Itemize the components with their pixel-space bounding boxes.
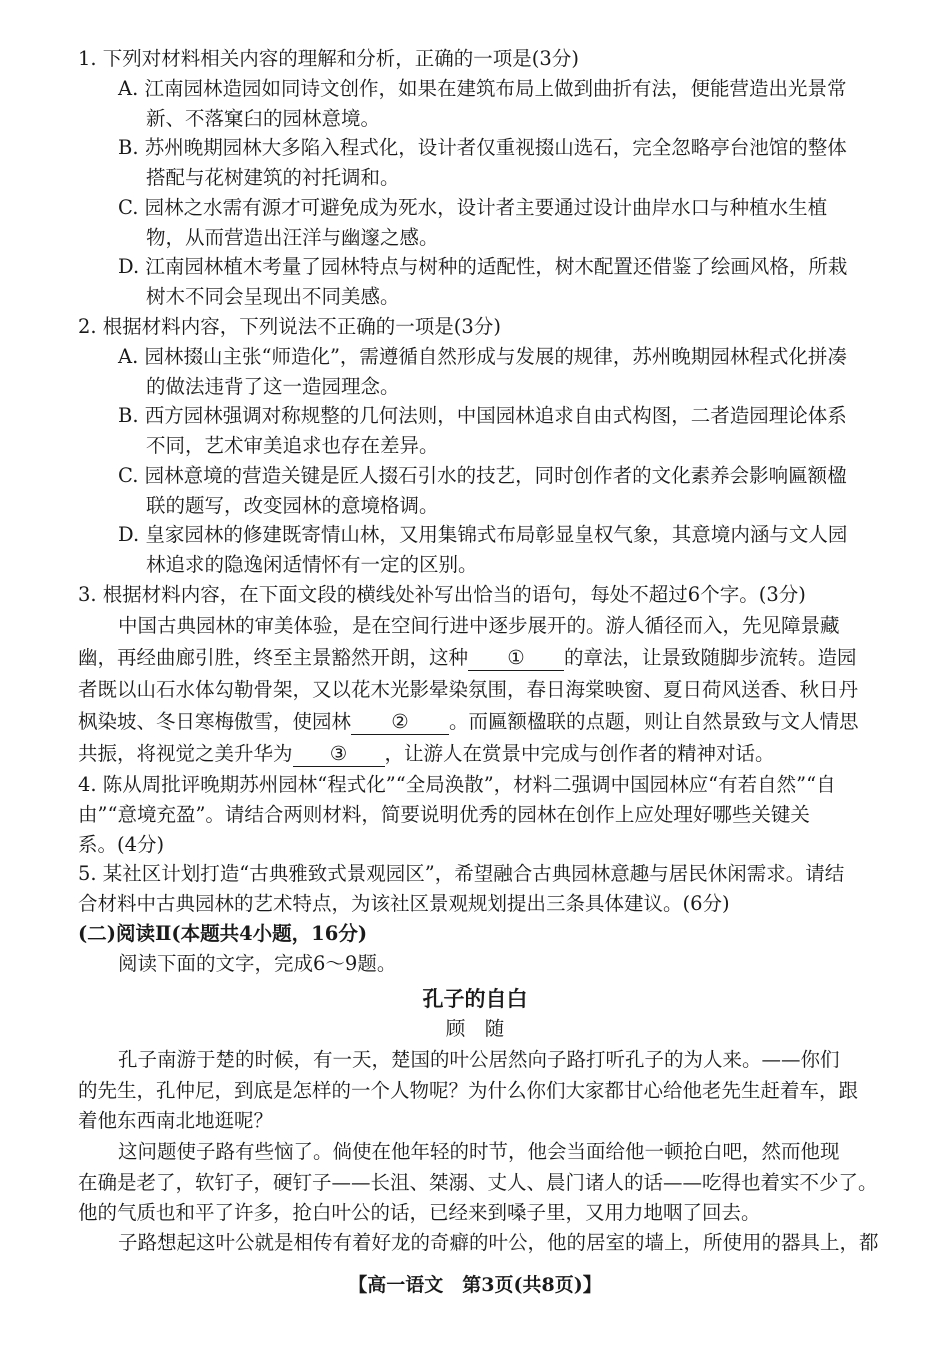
q2-option-a: A. 园林掇山主张“师造化”，需遵循自然形成与发展的规律，苏州晚期园林程式化拼凑 — [118, 345, 847, 368]
q2-option-b: B. 西方园林强调对称规整的几何法则，中国园林追求自由式构图，二者造园理论体系 — [118, 404, 847, 427]
q2-option-c: C. 园林意境的营造关键是匠人掇石引水的技艺，同时创作者的文化素养会影响匾额楹 — [118, 464, 847, 487]
story-line: 他的气质也和平了许多，抢白叶公的话，已经来到嗓子里，又用力地咽了回去。 — [78, 1201, 761, 1224]
q3-passage-line — [78, 739, 775, 769]
q2-option-a-cont: 的做法违背了这一造园理念。 — [146, 375, 400, 398]
question-4-line: 4. 陈从周批评晚期苏州园林“程式化”“全局涣散”，材料二强调中国园林应“有若自然”“自 — [78, 773, 836, 796]
q3-passage-text: 。而匾额楹联的点题，则让自然景致与文人情思 — [449, 710, 859, 733]
q1-option-a: A. 江南园林造园如同诗文创作，如果在建筑布局上做到曲折有法，便能营造出光景常 — [118, 77, 847, 100]
story-line: 的先生，孔仲尼，到底是怎样的一个人物呢？为什么你们大家都甘心给他老先生赶着车，跟 — [78, 1079, 859, 1102]
fill-blank-1[interactable]: ① — [468, 646, 564, 671]
story-line: 在确是老了，软钉子，硬钉子——长沮、桀溺、丈人、晨门诸人的话——吃得也着实不少了。 — [78, 1171, 878, 1194]
q3-passage-text: 的章法，让景致随脚步流转。造园 — [564, 646, 857, 669]
q3-passage-line — [78, 707, 859, 737]
question-4-line: 由”“意境充盈”。请结合两则材料，简要说明优秀的园林在创作上应处理好哪些关键关 — [78, 803, 810, 826]
q3-passage-line — [78, 643, 857, 673]
page-footer: 【高一语文 第3页(共8页)】 — [348, 1274, 602, 1296]
fill-blank-3[interactable]: ③ — [293, 742, 385, 767]
q3-passage-text: 枫染坡、冬日寒梅傲雪，使园林 — [78, 710, 352, 733]
question-5-line: 合材料中古典园林的艺术特点，为该社区景观规划提出三条具体建议。(6分) — [78, 892, 730, 915]
question-3-stem: 3. 根据材料内容，在下面文段的横线处补写出恰当的语句，每处不超过6个字。(3分) — [78, 583, 806, 606]
q1-option-d: D. 江南园林植木考量了园林特点与树种的适配性，树木配置还借鉴了绘画风格，所栽 — [118, 255, 848, 278]
q2-option-b-cont: 不同，艺术审美追求也存在差异。 — [146, 434, 439, 457]
q3-passage-text: 共振，将视觉之美升华为 — [78, 742, 293, 765]
story-line: 着他东西南北地逛呢？ — [78, 1109, 274, 1132]
story-line: 子路想起这叶公就是相传有着好龙的奇癖的叶公，他的居室的墙上，所使用的器具上，都 — [118, 1231, 879, 1254]
q3-passage-line: 中国古典园林的审美体验，是在空间行进中逐步展开的。游人循径而入，先见障景藏 — [118, 614, 840, 637]
question-4-line: 系。(4分) — [78, 833, 165, 856]
q1-option-a-cont: 新、不落窠臼的园林意境。 — [146, 107, 381, 130]
q3-passage-text: ，让游人在赏景中完成与创作者的精神对话。 — [384, 742, 775, 765]
q2-option-d-cont: 林追求的隐逸闲适情怀有一定的区别。 — [146, 553, 478, 576]
question-5-line: 5. 某社区计划打造“古典雅致式景观园区”，希望融合古典园林意趣与居民休闲需求。请结 — [78, 862, 845, 885]
section-heading: (二)阅读Ⅱ(本题共4小题，16分) — [78, 922, 368, 945]
q1-option-d-cont: 树木不同会呈现出不同美感。 — [146, 285, 400, 308]
story-line: 孔子南游于楚的时候，有一天，楚国的叶公居然向子路打听孔子的为人来。——你们 — [118, 1048, 840, 1071]
q3-passage-text: 幽，再经曲廊引胜，终至主景豁然开朗，这种 — [78, 646, 469, 669]
q2-option-c-cont: 联的题写，改变园林的意境格调。 — [146, 494, 439, 517]
q1-option-c: C. 园林之水需有源才可避免成为死水，设计者主要通过设计曲岸水口与种植水生植 — [118, 196, 828, 219]
question-1-stem: 1. 下列对材料相关内容的理解和分析，正确的一项是(3分) — [78, 47, 579, 70]
fill-blank-2[interactable]: ② — [351, 710, 449, 735]
story-title: 孔子的自白 — [422, 986, 528, 1011]
q1-option-b-cont: 搭配与花树建筑的衬托调和。 — [146, 166, 400, 189]
q1-option-b: B. 苏州晚期园林大多陷入程式化，设计者仅重视掇山选石，完全忽略亭台池馆的整体 — [118, 136, 847, 159]
q3-passage-line: 者既以山石水体勾勒骨架，又以花木光影晕染氛围，春日海棠映窗、夏日荷风送香、秋日丹 — [78, 678, 859, 701]
story-author: 顾 随 — [445, 1017, 505, 1040]
q2-option-d: D. 皇家园林的修建既寄情山林，又用集锦式布局彰显皇权气象，其意境内涵与文人园 — [118, 523, 848, 546]
story-line: 这问题使子路有些恼了。倘使在他年轻的时节，他会当面给他一顿抢白吧，然而他现 — [118, 1140, 840, 1163]
question-2-stem: 2. 根据材料内容，下列说法不正确的一项是(3分) — [78, 315, 501, 338]
section-instruction: 阅读下面的文字，完成6～9题。 — [118, 952, 397, 975]
q1-option-c-cont: 物，从而营造出汪洋与幽邃之感。 — [146, 226, 439, 249]
